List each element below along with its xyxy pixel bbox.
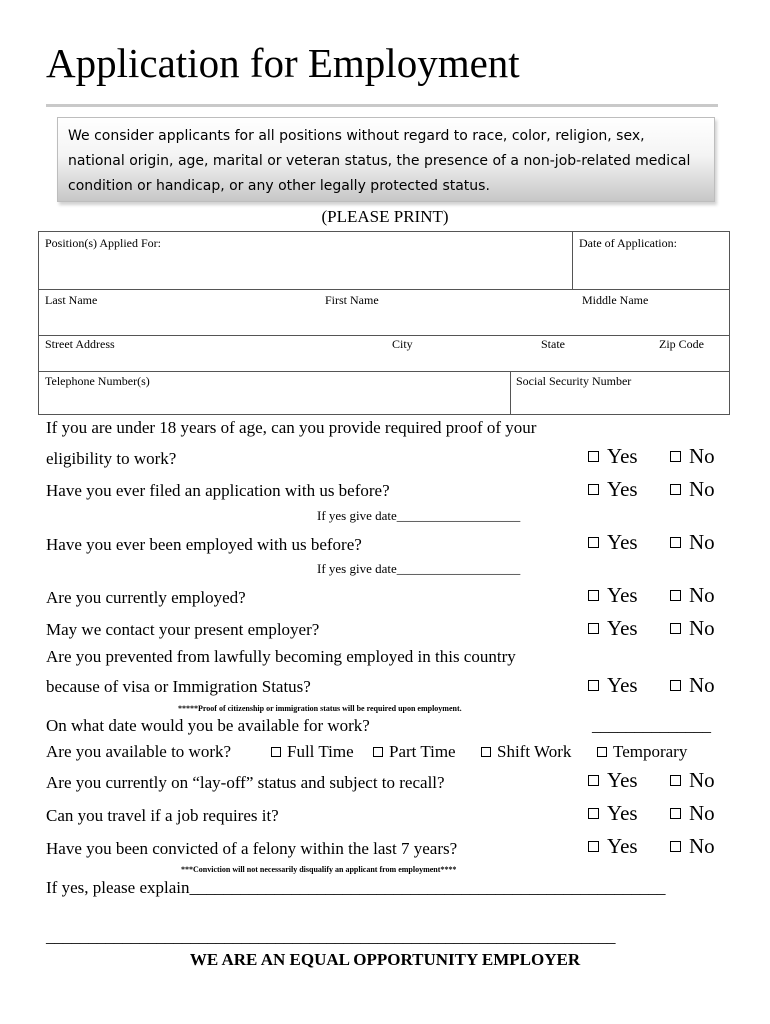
yes-label: Yes [607,530,638,554]
checkbox-icon[interactable] [670,680,681,691]
filed-before-no-option[interactable] [670,477,715,502]
temporary-option[interactable] [597,742,687,762]
positions-field[interactable]: Position(s) Applied For: [45,236,162,250]
travel-no-option[interactable] [670,801,715,826]
question-currently-employed: Are you currently employed? [46,588,246,607]
grid-col-divider [510,371,511,415]
shift-work-label: Shift Work [497,742,572,761]
eeo-notice-box [57,117,715,202]
checkbox-icon[interactable] [670,590,681,601]
state-field[interactable]: State [541,337,565,351]
checkbox-icon[interactable] [670,451,681,462]
checkbox-icon[interactable] [588,680,599,691]
grid-row-divider [39,371,729,372]
question-felony: Have you been convicted of a felony within the last 7 years? [46,839,458,858]
please-print-label: (PLEASE PRINT) [321,207,449,226]
equal-opportunity-footer: WE ARE AN EQUAL OPPORTUNITY EMPLOYER [189,950,581,969]
employed-before-date-field[interactable]: If yes give date___________________ [317,561,521,576]
checkbox-icon[interactable] [588,808,599,819]
full-time-option[interactable] [271,742,354,762]
notice-line-1: We consider applicants for all positions without regard to race, color, religion, sex, [68,128,645,144]
contact-employer-no-option[interactable] [670,616,715,641]
no-label: No [689,530,715,554]
question-available-date: On what date would you be available for work? [46,716,370,735]
explain-continuation-line[interactable]: ___________________________________________________________________ [46,927,616,946]
grid-row-divider [39,335,729,336]
question-under18-line2: eligibility to work? [46,449,177,468]
shift-work-option[interactable] [481,742,571,762]
checkbox-icon[interactable] [597,747,607,757]
grid-col-divider [572,232,573,289]
travel-yes-option[interactable] [588,801,638,826]
yes-label: Yes [607,801,638,825]
yes-label: Yes [607,616,638,640]
explain-field[interactable]: If yes, please explain________________________________________________________ [46,878,666,897]
yes-label: Yes [607,768,638,792]
street-address-field[interactable]: Street Address [45,337,115,351]
checkbox-icon[interactable] [588,451,599,462]
middle-name-field[interactable]: Middle Name [582,293,649,307]
part-time-label: Part Time [389,742,456,761]
notice-line-2: national origin, age, marital or veteran status, the presence of a non-job-related medical [68,153,691,169]
yes-label: Yes [607,834,638,858]
checkbox-icon[interactable] [670,537,681,548]
question-contact-employer: May we contact your present employer? [46,620,320,639]
question-prevented-line2: because of visa or Immigration Status? [46,677,311,696]
no-label: No [689,673,715,697]
filed-before-date-field[interactable]: If yes give date___________________ [317,508,521,523]
currently-employed-yes-option[interactable] [588,583,638,608]
checkbox-icon[interactable] [588,537,599,548]
yes-label: Yes [607,583,638,607]
checkbox-icon[interactable] [670,775,681,786]
layoff-yes-option[interactable] [588,768,638,793]
part-time-option[interactable] [373,742,456,762]
applicant-info-grid [38,231,730,415]
prevented-no-option[interactable] [670,673,715,698]
question-filed-before: Have you ever filed an application with us before? [46,481,390,500]
employed-before-yes-option[interactable] [588,530,638,555]
ssn-field[interactable]: Social Security Number [516,374,632,388]
page-title: Application for Employment [46,40,520,86]
checkbox-icon[interactable] [588,623,599,634]
under18-yes-option[interactable] [588,444,638,469]
no-label: No [689,768,715,792]
title-divider [46,104,718,107]
checkbox-icon[interactable] [481,747,491,757]
question-travel: Can you travel if a job requires it? [46,806,279,825]
full-time-label: Full Time [287,742,354,761]
question-under18-line1: If you are under 18 years of age, can you provide required proof of your [46,418,537,437]
no-label: No [689,477,715,501]
yes-label: Yes [607,444,638,468]
question-employed-before: Have you ever been employed with us before? [46,535,362,554]
no-label: No [689,834,715,858]
telephone-field[interactable]: Telephone Number(s) [45,374,150,388]
filed-before-yes-option[interactable] [588,477,638,502]
proof-of-citizenship-note: *****Proof of citizenship or immigration status will be required upon employment. [178,704,462,713]
no-label: No [689,444,715,468]
checkbox-icon[interactable] [670,484,681,495]
last-name-field[interactable]: Last Name [45,293,98,307]
checkbox-icon[interactable] [271,747,281,757]
checkbox-icon[interactable] [588,841,599,852]
checkbox-icon[interactable] [373,747,383,757]
felony-no-option[interactable] [670,834,715,859]
checkbox-icon[interactable] [670,623,681,634]
checkbox-icon[interactable] [670,841,681,852]
prevented-yes-option[interactable] [588,673,638,698]
employed-before-no-option[interactable] [670,530,715,555]
grid-row-divider [39,289,729,290]
under18-no-option[interactable] [670,444,715,469]
first-name-field[interactable]: First Name [325,293,379,307]
yes-label: Yes [607,477,638,501]
checkbox-icon[interactable] [588,484,599,495]
available-date-field[interactable]: ______________ [592,716,711,735]
question-prevented-line1: Are you prevented from lawfully becoming employed in this country [46,647,516,666]
felony-yes-option[interactable] [588,834,638,859]
contact-employer-yes-option[interactable] [588,616,638,641]
city-field[interactable]: City [392,337,413,351]
date-of-application-field[interactable]: Date of Application: [579,236,677,250]
temporary-label: Temporary [613,742,688,761]
question-available-to-work: Are you available to work? [46,742,232,761]
no-label: No [689,616,715,640]
layoff-no-option[interactable] [670,768,715,793]
currently-employed-no-option[interactable] [670,583,715,608]
zip-code-field[interactable]: Zip Code [659,337,704,351]
question-layoff: Are you currently on “lay-off” status and subject to recall? [46,773,445,792]
checkbox-icon[interactable] [588,590,599,601]
checkbox-icon[interactable] [670,808,681,819]
conviction-note: ***Conviction will not necessarily disqualify an applicant from employment**** [181,865,457,874]
no-label: No [689,801,715,825]
no-label: No [689,583,715,607]
yes-label: Yes [607,673,638,697]
checkbox-icon[interactable] [588,775,599,786]
notice-line-3: condition or handicap, or any other legally protected status. [68,178,490,194]
